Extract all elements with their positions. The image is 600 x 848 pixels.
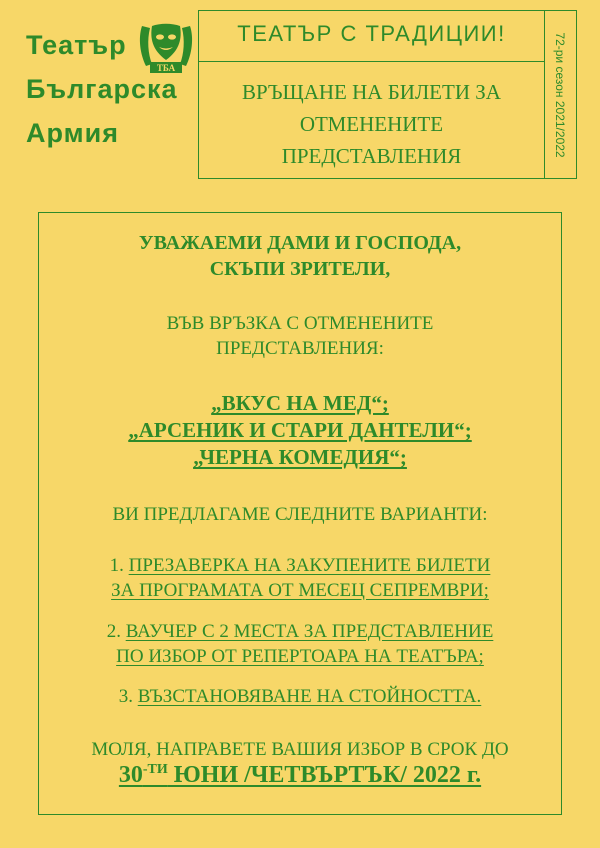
option-text: ПО ИЗБОР ОТ РЕПЕРТОАРА НА ТЕАТЪРА; — [116, 646, 484, 667]
logo-text: ТБА — [156, 63, 176, 73]
deadline-day: 30 — [118, 762, 143, 788]
brand-line-1: Театър — [26, 30, 127, 60]
deadline-date — [38, 762, 562, 789]
greeting-line-2: СКЪПИ ЗРИТЕЛИ, — [209, 258, 391, 280]
subtitle-line-3: ПРЕДСТАВЛЕНИЯ — [281, 144, 462, 168]
brand-line-2: Българска — [26, 74, 178, 104]
intro-line-1: ВЪВ ВРЪЗКА С ОТМЕНЕНИТЕ — [166, 313, 434, 334]
subtitle-line-1: ВРЪЩАНЕ НА БИЛЕТИ ЗА — [242, 80, 501, 104]
deadline-intro: МОЛЯ, НАПРАВЕТЕ ВАШИЯ ИЗБОР В СРОК ДО — [91, 739, 509, 760]
option-text: ЗА ПРОГРАМАТА ОТ МЕСЕЦ СЕПРЕМВРИ; — [111, 580, 489, 601]
page-title: ТЕАТЪР С ТРАДИЦИИ! — [237, 21, 506, 46]
option-3-line-1 — [38, 686, 562, 708]
theatre-brand — [26, 20, 191, 160]
subtitle-line-2: ОТМЕНЕНИТЕ — [299, 112, 444, 136]
show-title: „ЧЕРНА КОМЕДИЯ“; — [193, 445, 407, 469]
header-title-box — [198, 10, 545, 62]
option-2-line-2 — [38, 646, 562, 668]
option-number: 1. — [109, 555, 124, 576]
option-text: ВЪЗСТАНОВЯВАНЕ НА СТОЙНОСТТА. — [137, 686, 482, 707]
deadline-rest: ЮНИ /ЧЕТВЪРТЪК/ 2022 г. — [167, 762, 482, 788]
show-title: „ВКУС НА МЕД“; — [211, 391, 389, 415]
deadline-suffix: -ТИ — [142, 762, 168, 777]
greeting-line-1: УВАЖАЕМИ ДАМИ И ГОСПОДА, — [138, 232, 462, 254]
option-number: 2. — [106, 621, 121, 642]
option-1-line-1 — [38, 555, 562, 577]
option-number: 3. — [118, 686, 133, 707]
offer-line: ВИ ПРЕДЛАГАМЕ СЛЕДНИТЕ ВАРИАНТИ: — [112, 504, 488, 525]
season-label: 72-ри сезон 2021/2022 — [553, 32, 567, 158]
intro-line-2: ПРЕДСТАВЛЕНИЯ: — [216, 338, 384, 359]
option-text: ВАУЧЕР С 2 МЕСТА ЗА ПРЕДСТАВЛЕНИЕ — [125, 621, 494, 642]
theatre-mask-emblem-icon — [136, 20, 196, 76]
brand-line-3: Армия — [26, 118, 119, 148]
option-text: ПРЕЗАВЕРКА НА ЗАКУПЕНИТЕ БИЛЕТИ — [128, 555, 491, 576]
header-subtitle-box — [198, 61, 545, 179]
option-2-line-1 — [38, 621, 562, 643]
option-1-line-2 — [38, 580, 562, 602]
show-title: „АРСЕНИК И СТАРИ ДАНТЕЛИ“; — [128, 418, 472, 442]
